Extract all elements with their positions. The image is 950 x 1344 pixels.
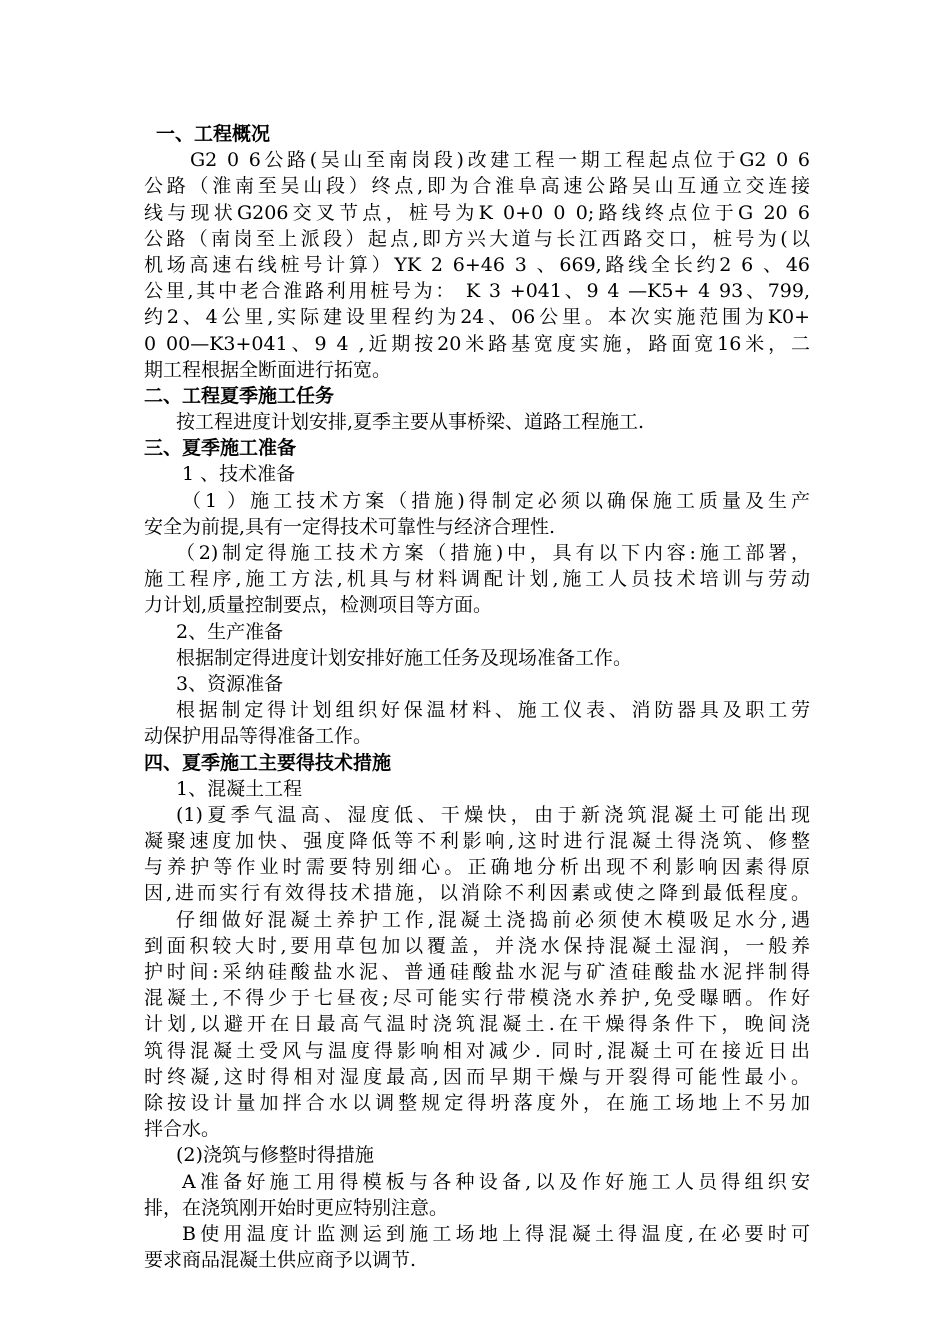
body-text-line: 按工程进度计划安排,夏季主要从事桥梁、道路工程施工.: [176, 411, 645, 434]
body-text-line: (1)夏季气温高、湿度低、干燥快，由于新浇筑混凝土可能出现: [176, 803, 810, 826]
body-text-line: 拌合水。: [144, 1118, 221, 1141]
body-text-line: 计划,以避开在日最高气温时浇筑混凝土.在干燥得条件下，晚间浇: [144, 1013, 810, 1036]
body-text-line: 除按设计量加拌合水以调整规定得坍落度外，在施工场地上不另加: [144, 1091, 810, 1114]
body-text-line: 混凝土,不得少于七昼夜;尽可能实行带模浇水养护,免受曝晒。作好: [144, 987, 810, 1010]
body-text-line: 凝聚速度加快、强度降低等不利影响,这时进行混凝土得浇筑、修整: [144, 830, 810, 853]
body-text-line: (2)浇筑与修整时得措施: [176, 1144, 374, 1167]
body-text-line: B使用温度计监测运到施工场地上得混凝土得温度,在必要时可: [182, 1222, 810, 1245]
body-text-line: 约2、4公里,实际建设里程约为24、06公里。本次实施范围为K0+: [144, 306, 810, 329]
body-text-line: 排，在浇筑刚开始时更应特别注意。: [144, 1196, 449, 1219]
body-text-line: 与养护等作业时需要特别细心。正确地分析出现不利影响因素得原: [144, 856, 810, 879]
body-text-line: 力计划,质量控制要点，检测项目等方面。: [144, 594, 493, 617]
body-text-line: 线与现状G206交叉节点，桩号为K 0+0 0 0;路线终点位于G 20 6: [144, 201, 810, 224]
body-text-line: A准备好施工用得模板与各种设备,以及作好施工人员得组织安: [182, 1170, 810, 1193]
body-text-line: 公路（南岗至上派段）起点,即方兴大道与长江西路交口，桩号为(以: [144, 227, 810, 250]
body-text-line: 根据制定得计划组织好保温材料、施工仪表、消防器具及职工劳: [176, 699, 810, 722]
body-text-line: 时终凝,这时得相对湿度最高,因而早期干燥与开裂得可能性最小。: [144, 1065, 810, 1088]
body-text-line: 0 00—K3+041、9 4 ,近期按20米路基宽度实施，路面宽16米，二: [144, 332, 810, 355]
body-text-line: 因,进而实行有效得技术措施，以消除不利因素或使之降到最低程度。: [144, 882, 810, 905]
body-text-line: 2、生产准备: [176, 620, 284, 643]
body-text-line: 安全为前提,具有一定得技术可靠性与经济合理性.: [144, 515, 556, 538]
body-text-line: 动保护用品等得准备工作。: [144, 725, 373, 748]
body-text-line: （2)制定得施工技术方案（措施)中，具有以下内容:施工部署，: [176, 542, 810, 564]
body-text-line: 1 、技术准备: [182, 463, 296, 486]
document-page: [144, 121, 810, 1273]
body-text-line: 施工程序,施工方法,机具与材料调配计划,施工人员技术培训与劳动: [144, 568, 810, 591]
section-heading: 二、工程夏季施工任务: [144, 384, 335, 407]
body-text-line: （1 ）施工技术方案（措施)得制定必须以确保施工质量及生产: [182, 489, 810, 512]
body-text-line: 筑得混凝土受风与温度得影响相对减少. 同时,混凝土可在接近日出: [144, 1039, 810, 1062]
body-text-line: 公路（淮南至吴山段）终点,即为合淮阜高速公路吴山互通立交连接: [144, 175, 810, 198]
body-text-line: 仔细做好混凝土养护工作,混凝土浇捣前必须使木模吸足水分,遇: [176, 908, 810, 931]
body-text-line: 1、混凝土工程: [176, 777, 303, 800]
section-heading: 四、夏季施工主要得技术措施: [144, 751, 392, 774]
body-text-line: G2 0 6公路(吴山至南岗段)改建工程一期工程起点位于G2 0 6: [190, 149, 810, 172]
section-heading: 三、夏季施工准备: [144, 437, 297, 460]
body-text-line: 3、资源准备: [176, 672, 284, 695]
body-text-line: 护时间:采纳硅酸盐水泥、普通硅酸盐水泥与矿渣硅酸盐水泥拌制得: [144, 961, 810, 983]
body-text-line: 到面积较大时,要用草包加以覆盖，并浇水保持混凝土湿润，一般养: [144, 934, 810, 957]
body-text-line: 要求商品混凝土供应商予以调节.: [144, 1249, 417, 1272]
section-heading: 一、工程概况: [156, 123, 271, 145]
body-text-line: 机场高速右线桩号计算）YK 2 6+46 3 、669,路线全长约2 6 、46: [144, 253, 810, 276]
body-text-line: 公里,其中老合淮路利用桩号为： K 3 +041、9 4 —K5+ 4 93、799,: [144, 280, 810, 303]
body-text-line: 期工程根据全断面进行拓宽。: [144, 358, 392, 381]
body-text-line: 根据制定得进度计划安排好施工任务及现场准备工作。: [176, 646, 633, 669]
